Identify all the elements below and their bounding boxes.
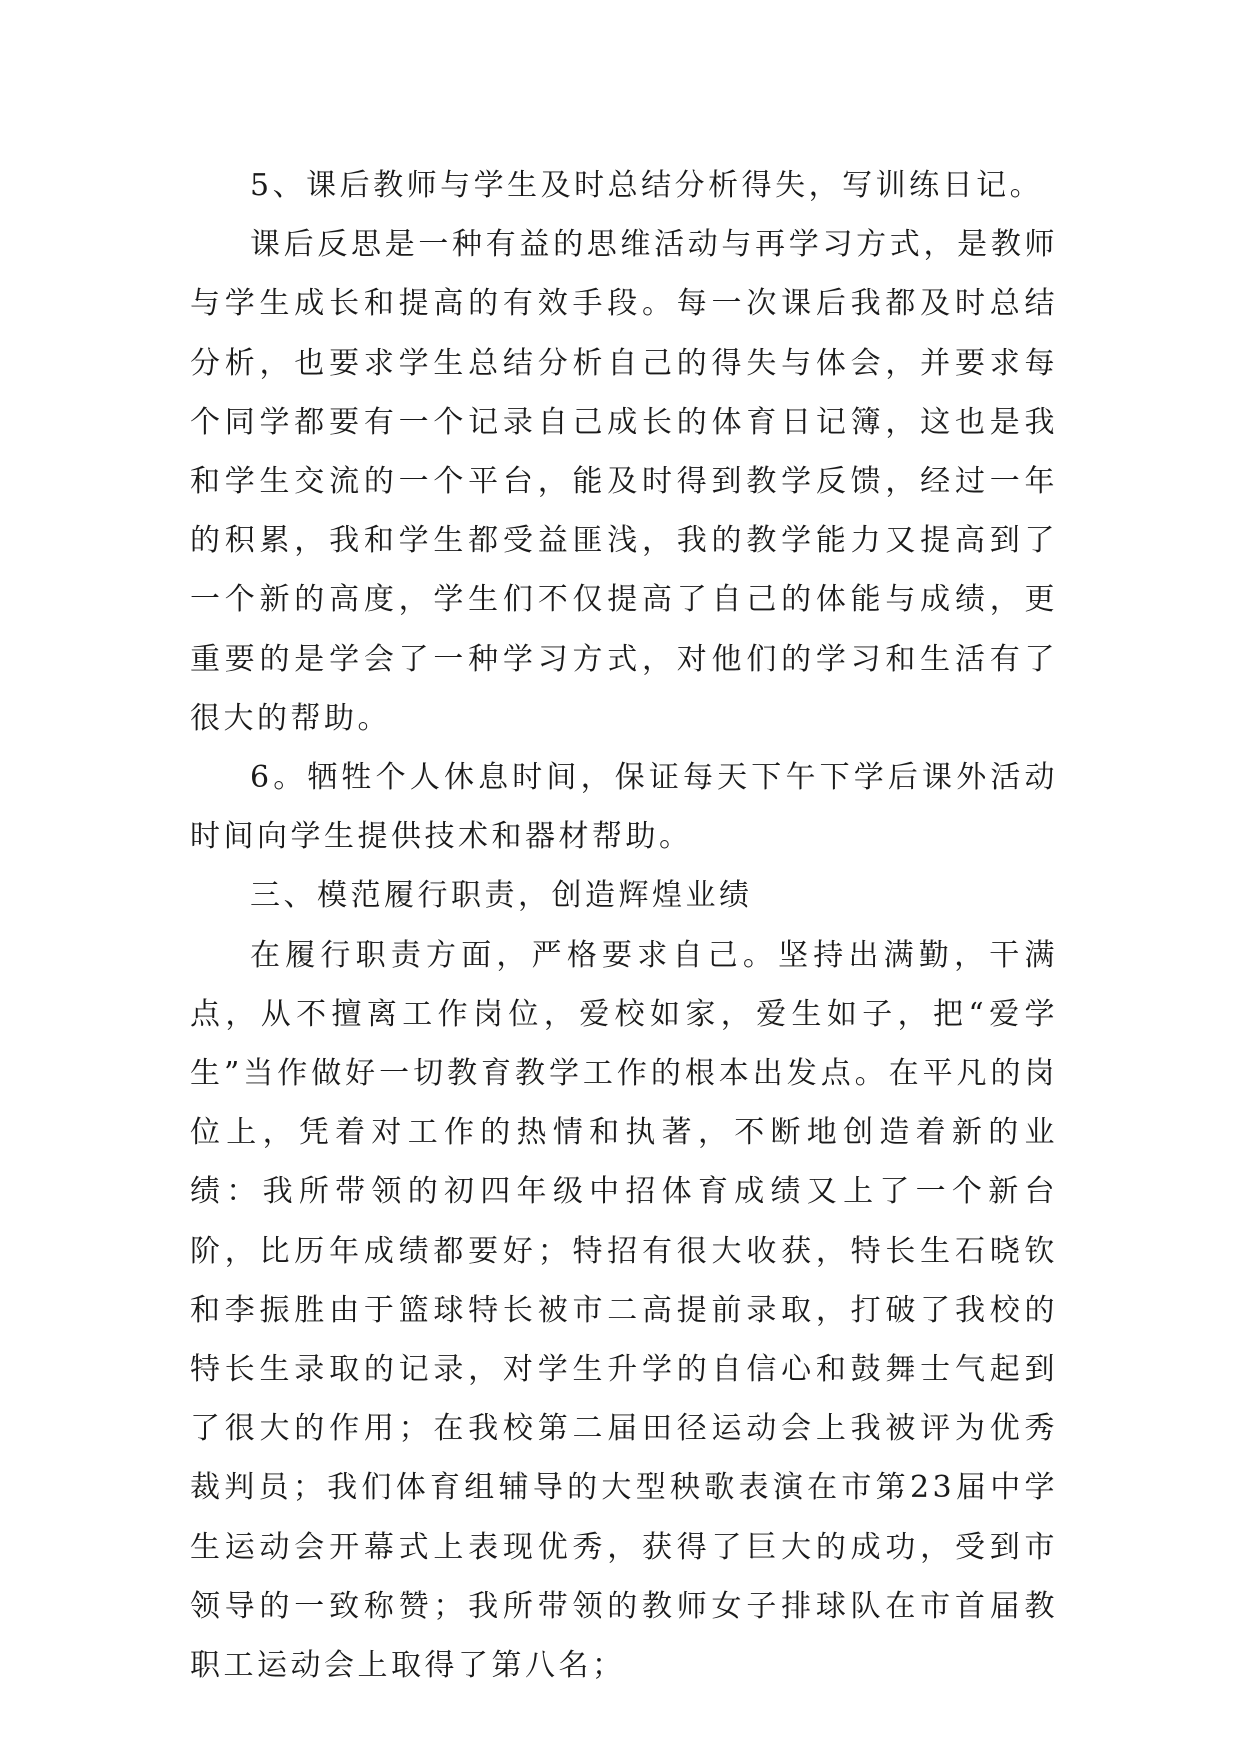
- paragraph-achievements: 在履行职责方面，严格要求自己。坚持出满勤，干满点，从不擅离工作岗位，爱校如家，爱生如子，把“爱学生”当作做好一切教育教学工作的根本出发点。在平凡的岗位上，凭着对工作的热情和执著，不断地创造着新的业绩：我所带领的初四年级中招体育成绩又上了一个新台阶，比历年成绩都要好；特招有很大收获，特长生石晓钦和李振胜由于篮球特长被市二高提前录取，打破了我校的特长生录取的记录，对学生升学的自信心和鼓舞士气起到了很大的作用；在我校第二届田径运动会上我被评为优秀裁判员；我们体育组辅导的大型秧歌表演在市第23届中学生运动会开幕式上表现优秀，获得了巨大的成功，受到市领导的一致称赞；我所带领的教师女子排球队在市首届教职工运动会上取得了第八名；: [190, 937, 1058, 1684]
- section-heading-duties: 三、模范履行职责，创造辉煌业绩: [250, 878, 753, 914]
- document-body: [190, 156, 1058, 1695]
- paragraph-extracurricular: 6。牺牲个人休息时间，保证每天下午下学后课外活动时间向学生提供技术和器材帮助。: [190, 760, 1058, 855]
- paragraph-summary-diary: 5、课后教师与学生及时总结分析得失，写训练日记。: [250, 168, 1044, 203]
- paragraph-reflection: 课后反思是一种有益的思维活动与再学习方式，是教师与学生成长和提高的有效手段。每一次课后我都及时总结分析，也要求学生总结分析自己的得失与体会，并要求每个同学都要有一个记录自己成长的体育日记簿，这也是我和学生交流的一个平台，能及时得到教学反馈，经过一年的积累，我和学生都受益匪浅，我的教学能力又提高到了一个新的高度，学生们不仅提高了自己的体能与成绩，更重要的是学会了一种学习方式，对他们的学习和生活有了很大的帮助。: [190, 227, 1058, 736]
